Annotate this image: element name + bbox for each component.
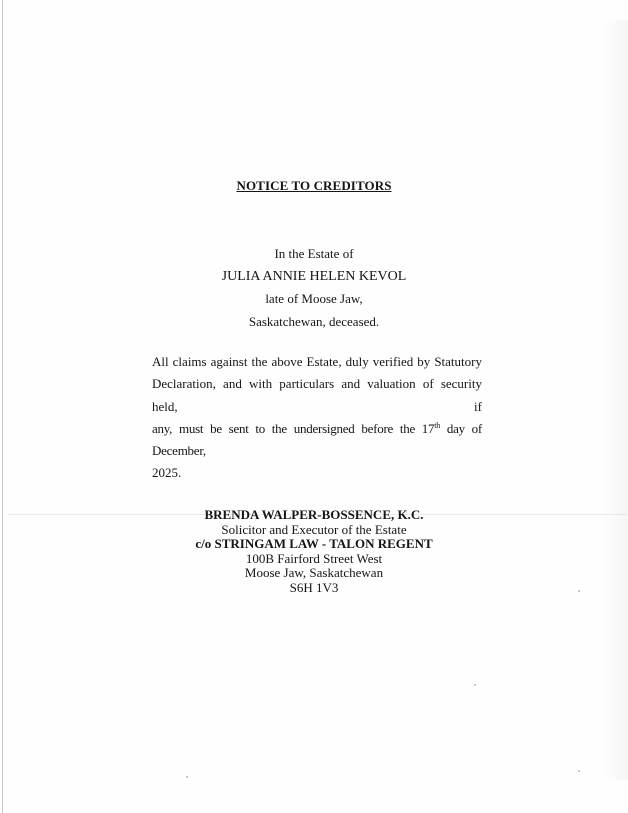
body-line-3-start: any, must be sent to the undersigned before the 17 [152, 420, 435, 436]
scan-speck [578, 770, 580, 772]
notice-title: NOTICE TO CREDITORS [236, 178, 392, 193]
estate-block [0, 243, 628, 333]
notice-body [152, 351, 482, 485]
address-postal-code: S6H 1V3 [289, 579, 339, 595]
body-line-1: All claims against the above Estate, duly verified by Statutory [152, 354, 482, 369]
scan-speck [186, 776, 188, 778]
signatory-name: BRENDA WALPER-BOSSENCE, K.C. [204, 507, 424, 522]
address-street: 100B Fairford Street West [245, 550, 383, 566]
scan-left-edge [2, 0, 3, 813]
body-line-4: 2025. [152, 465, 182, 481]
body-line-3 [152, 418, 482, 463]
estate-location-line1: late of Moose Jaw, [265, 291, 363, 306]
signature-block [0, 508, 628, 596]
address-city: Moose Jaw, Saskatchewan [244, 565, 384, 581]
estate-location-line2: Saskatchewan, deceased. [248, 313, 380, 329]
scan-speck [578, 590, 580, 592]
scan-speck [474, 684, 476, 686]
law-firm: c/o STRINGAM LAW - TALON REGENT [195, 536, 433, 552]
scan-right-shadow [602, 20, 628, 780]
body-line-3-end: day of December, [152, 420, 482, 459]
day-ordinal-suffix: th [434, 420, 441, 430]
signatory-role: Solicitor and Executor of the Estate [221, 521, 407, 537]
deceased-name: JULIA ANNIE HELEN KEVOL [221, 268, 407, 284]
estate-intro: In the Estate of [274, 246, 354, 261]
body-line-2: Declaration, and with particulars and valuation of security held, if [152, 376, 482, 414]
